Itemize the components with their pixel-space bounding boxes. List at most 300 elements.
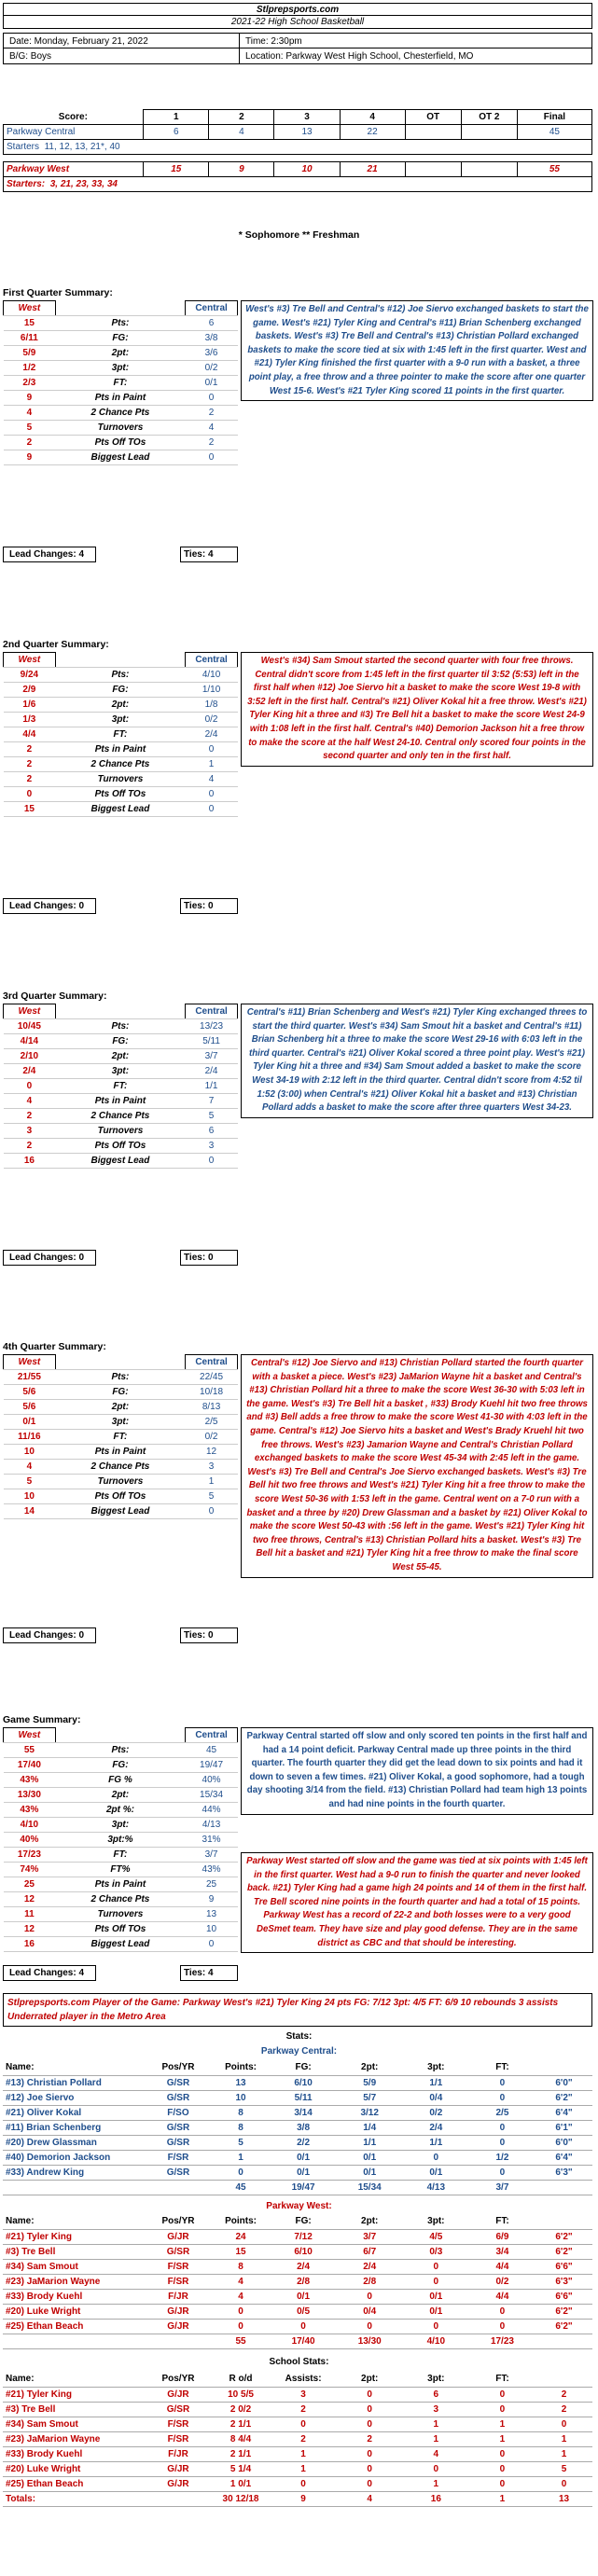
text-cell: 6'3" — [535, 2274, 592, 2289]
text-cell: 1 — [271, 2446, 337, 2461]
text-cell: #33) Brody Kuehl — [3, 2446, 145, 2461]
quarter-stat-row — [4, 331, 238, 346]
score-west — [4, 162, 592, 177]
text-cell: #23) JaMarion Wayne — [3, 2274, 145, 2289]
text-cell: 1 — [403, 2476, 469, 2491]
text-cell: 5/9 — [337, 2075, 403, 2090]
text-cell: 4/10 — [186, 668, 238, 683]
text-cell: 5 1/4 — [212, 2461, 271, 2476]
central-game-narrative: Parkway Central started off slow and only scored ten points in the first half and had a 14 point deficit. Parkway Central made up three points in the third quarter. The fourth quarter they did get the lead down to six points and had it down to seven a few times. #21) Oliver Kokal, a good sophomore, had a tough day shooting 3/14 from the field. #13) Christian Pollard had team high 13 points and had nine points in the fourth quarter. — [241, 1727, 593, 1815]
text-cell: 1/4 — [337, 2120, 403, 2135]
game-time: Time: 2:30pm — [245, 36, 302, 47]
text-cell: 12 — [186, 1445, 238, 1460]
text-cell: 0/1 — [337, 2150, 403, 2165]
text-cell: 2 — [271, 2431, 337, 2446]
quarter-stat-row — [4, 668, 238, 683]
text-cell: 0 — [186, 802, 238, 817]
text-cell: 5/11 — [271, 2090, 337, 2105]
text-cell: 4 — [4, 1460, 56, 1475]
text-cell: Pos/YR — [145, 2060, 211, 2075]
text-cell: 0/2 — [186, 1430, 238, 1445]
text-cell: 6'6" — [535, 2259, 592, 2274]
season-title: 2021-22 High School Basketball — [3, 16, 592, 29]
text-cell: Score: — [58, 111, 88, 122]
score-central — [4, 125, 592, 140]
text-cell: G/SR — [145, 2244, 211, 2259]
quarter-stat-row — [4, 772, 238, 787]
west-stats-table — [3, 2214, 592, 2349]
text-cell — [535, 2214, 592, 2229]
text-cell: 2 Chance Pts — [55, 1109, 185, 1124]
player-row — [3, 2090, 592, 2105]
text-cell: FG: — [271, 2060, 337, 2075]
text-cell: 0 — [337, 2289, 403, 2304]
text-cell: 1/10 — [186, 683, 238, 698]
text-cell: FT: — [55, 376, 185, 391]
game-stat-row — [4, 1907, 238, 1922]
text-cell: 6'4" — [535, 2105, 592, 2120]
totals-row — [3, 2180, 592, 2195]
text-cell: 3/6 — [186, 346, 238, 361]
game-stat-row — [4, 1877, 238, 1892]
text-cell: Pos/YR — [145, 2214, 211, 2229]
quarter-title: 4th Quarter Summary: — [3, 1341, 106, 1352]
text-cell: 2/4 — [186, 727, 238, 742]
text-cell: 4 — [403, 2446, 469, 2461]
text-cell: #40) Demorion Jackson — [3, 2150, 145, 2165]
text-cell: 2 — [4, 757, 56, 772]
text-cell: #20) Luke Wright — [3, 2304, 145, 2319]
text-cell: 2 0/2 — [212, 2402, 271, 2417]
text-cell: 9/24 — [4, 668, 56, 683]
quarter-title: First Quarter Summary: — [3, 287, 113, 298]
text-cell: 1 — [186, 757, 238, 772]
text-cell: 19/47 — [271, 2180, 337, 2195]
text-cell: 17/23 — [469, 2334, 535, 2348]
text-cell: 10 — [4, 1445, 56, 1460]
text-cell: 2pt %: — [55, 1803, 185, 1818]
game-stat-row — [4, 1863, 238, 1877]
text-cell: 2/8 — [337, 2274, 403, 2289]
player-row — [3, 2244, 592, 2259]
text-cell: 3pt: — [403, 2214, 469, 2229]
text-cell: Name: — [3, 2372, 145, 2387]
text-cell: 3pt: — [55, 1415, 185, 1430]
text-cell: Biggest Lead — [55, 1937, 185, 1952]
quarter-stat-row — [4, 727, 238, 742]
text-cell: #12) Joe Siervo — [3, 2090, 145, 2105]
text-cell: FT: — [469, 2060, 535, 2075]
text-cell: G/SR — [145, 2402, 211, 2417]
text-cell: 2 — [186, 436, 238, 450]
text-cell: 2pt: — [337, 2214, 403, 2229]
text-cell: 2/4 — [186, 1064, 238, 1079]
site-title: Stlprepsports.com — [3, 3, 592, 16]
game-stat-row — [4, 1848, 238, 1863]
text-cell: Pts: — [55, 668, 185, 683]
quarter-stat-row — [4, 1504, 238, 1519]
text-cell: 2pt: — [55, 1400, 185, 1415]
text-cell: 9 — [271, 2491, 337, 2506]
text-cell: 55 — [212, 2334, 271, 2348]
text-cell: 8 — [212, 2105, 271, 2120]
text-cell: 2 — [4, 436, 56, 450]
text-cell: 0 — [186, 787, 238, 802]
text-cell: West — [4, 301, 56, 316]
player-row — [3, 2150, 592, 2165]
text-cell: 17/40 — [4, 1758, 56, 1773]
text-cell: #3) Tre Bell — [3, 2402, 145, 2417]
text-cell: 4/13 — [186, 1818, 238, 1833]
text-cell: FT: — [55, 1079, 185, 1094]
text-cell: 6/10 — [271, 2075, 337, 2090]
text-cell: 0 — [186, 1937, 238, 1952]
text-cell: 11 — [4, 1907, 56, 1922]
text-cell: G/SR — [145, 2120, 211, 2135]
text-cell: G/SR — [145, 2135, 211, 2150]
text-cell: 5 — [186, 1109, 238, 1124]
game-stat-row — [4, 1922, 238, 1937]
stats-header-row — [3, 2214, 592, 2229]
text-cell: Central — [186, 1728, 238, 1743]
text-cell: 15/34 — [337, 2180, 403, 2195]
text-cell: #21) Tyler King — [3, 2229, 145, 2244]
text-cell: 5/6 — [4, 1400, 56, 1415]
text-cell: 0 — [403, 2274, 469, 2289]
text-cell: 3/12 — [337, 2105, 403, 2120]
quarter-stat-row — [4, 757, 238, 772]
text-cell: 1 — [403, 2417, 469, 2431]
text-cell: Points: — [212, 2214, 271, 2229]
text-cell: FG: — [55, 1034, 185, 1049]
text-cell: 0/5 — [271, 2304, 337, 2319]
text-cell: 6 — [186, 1124, 238, 1139]
text-cell: 0 — [403, 2150, 469, 2165]
player-row — [3, 2446, 592, 2461]
text-cell: F/JR — [145, 2446, 211, 2461]
text-cell: 2pt: — [55, 1788, 185, 1803]
text-cell: #11) Brian Schenberg — [3, 2120, 145, 2135]
text-cell: 2 Chance Pts — [55, 1460, 185, 1475]
text-cell: G/JR — [145, 2304, 211, 2319]
text-cell: FT: — [469, 2372, 535, 2387]
quarter-stat-row — [4, 450, 238, 465]
quarter-stat-row — [4, 1460, 238, 1475]
text-cell: 2pt: — [337, 2060, 403, 2075]
game-stat-row — [4, 1818, 238, 1833]
text-cell: 3pt: — [403, 2372, 469, 2387]
text-cell: 0 — [469, 2387, 535, 2402]
text-cell: Biggest Lead — [55, 802, 185, 817]
text-cell: 1/1 — [337, 2135, 403, 2150]
text-cell: 0 — [271, 2319, 337, 2334]
text-cell: Pts Off TOs — [55, 1139, 185, 1154]
text-cell: 2pt: — [337, 2372, 403, 2387]
text-cell: 0/2 — [469, 2274, 535, 2289]
game-date: Date: Monday, February 21, 2022 — [4, 34, 240, 48]
text-cell: #34) Sam Smout — [3, 2259, 145, 2274]
header — [3, 3, 592, 64]
text-cell: 0 — [186, 742, 238, 757]
text-cell — [535, 2372, 592, 2387]
text-cell: 0/4 — [403, 2090, 469, 2105]
text-cell: 4/10 — [403, 2334, 469, 2348]
text-cell: Pts in Paint — [55, 1445, 185, 1460]
quarter-stat-row — [4, 802, 238, 817]
text-cell: 12 — [4, 1922, 56, 1937]
text-cell: 2/9 — [4, 683, 56, 698]
text-cell: 6 — [186, 316, 238, 331]
text-cell: 16 — [403, 2491, 469, 2506]
quarter-narrative: Central's #11) Brian Schenberg and West's #21) Tyler King exchanged threes to start the third quarter. West's #34) Sam Smout hit a basket and Central's #11) Brian Schenberg hit a three to make the score West 29-16 with 6:03 left in the third quarter. Central's #21) Oliver Kokal scored a three point play. West's #21) Tyler King hit a three and #34) Sam Smout added a basket to make the score West 34-19 with 2:12 left in the third quarter. Central didn't score from 4:52 til 1:52 (3:00) when Central's #21) Oliver Kokal hit a basket and #13) Christian Pollard adds a basket to make the score after three quarters West 34-23. — [241, 1004, 593, 1118]
text-cell: 11, 12, 13, 21*, 40 — [44, 142, 120, 152]
text-cell: 4 — [186, 772, 238, 787]
text-cell: 0 — [469, 2165, 535, 2180]
text-cell: 3 — [271, 2387, 337, 2402]
text-cell: 2 — [337, 2431, 403, 2446]
text-cell: Pts Off TOs — [55, 787, 185, 802]
text-cell: 3 — [403, 2402, 469, 2417]
text-cell: FG: — [55, 1758, 185, 1773]
text-cell: 1 — [186, 1475, 238, 1489]
quarter-stat-row — [4, 683, 238, 698]
quarter-stat-row — [4, 436, 238, 450]
text-cell: 5/7 — [337, 2090, 403, 2105]
text-cell: 1 — [535, 2446, 592, 2461]
text-cell: 5/6 — [4, 1385, 56, 1400]
text-cell: 3pt: — [55, 1064, 185, 1079]
text-cell: 2 — [535, 2387, 592, 2402]
text-cell: 1 — [212, 2150, 271, 2165]
text-cell — [145, 2180, 211, 2195]
text-cell: 2/8 — [271, 2274, 337, 2289]
text-cell: 0 — [469, 2461, 535, 2476]
text-cell: G/JR — [145, 2476, 211, 2491]
text-cell: 5/11 — [186, 1034, 238, 1049]
text-cell: 1 0/1 — [212, 2476, 271, 2491]
text-cell: Pts Off TOs — [55, 436, 185, 450]
text-cell: 5 — [4, 421, 56, 436]
text-cell: Pts in Paint — [55, 1877, 185, 1892]
player-row — [3, 2476, 592, 2491]
text-cell: 6'6" — [535, 2289, 592, 2304]
text-cell: 6'4" — [535, 2150, 592, 2165]
text-cell: 2pt: — [55, 698, 185, 713]
text-cell: F/SR — [145, 2259, 211, 2274]
text-cell: 8 — [212, 2259, 271, 2274]
text-cell: Turnovers — [55, 1907, 185, 1922]
game-stat-row — [4, 1892, 238, 1907]
quarter-stats-table — [3, 1004, 238, 1169]
text-cell: 4/13 — [403, 2180, 469, 2195]
ties: Ties: 0 — [180, 1627, 238, 1643]
text-cell: 30 12/18 — [212, 2491, 271, 2506]
text-cell: 4 — [209, 125, 274, 140]
text-cell — [145, 2491, 211, 2506]
text-cell — [405, 162, 461, 177]
text-cell: 21 — [340, 162, 405, 177]
quarter-stat-row — [4, 742, 238, 757]
text-cell: Biggest Lead — [55, 1154, 185, 1169]
text-cell — [535, 2180, 592, 2195]
text-cell: 15 — [4, 316, 56, 331]
starters-central — [4, 140, 592, 155]
text-cell: 10/45 — [4, 1019, 56, 1034]
text-cell: 0 — [337, 2402, 403, 2417]
quarter-stat-row — [4, 1109, 238, 1124]
game-stats-table — [3, 1727, 238, 1952]
quarter-stat-row — [4, 1415, 238, 1430]
text-cell: Assists: — [271, 2372, 337, 2387]
text-cell: Biggest Lead — [55, 1504, 185, 1519]
text-cell: Pts: — [55, 316, 185, 331]
quarter-stat-row — [4, 1139, 238, 1154]
text-cell: 6'0" — [535, 2075, 592, 2090]
text-cell: 6'0" — [535, 2135, 592, 2150]
text-cell: #21) Tyler King — [3, 2387, 145, 2402]
text-cell: FT% — [55, 1863, 185, 1877]
text-cell: 22/45 — [186, 1370, 238, 1385]
totals-row — [3, 2334, 592, 2348]
text-cell: 43% — [186, 1863, 238, 1877]
text-cell: Central — [186, 653, 238, 668]
text-cell: G/JR — [145, 2229, 211, 2244]
text-cell — [405, 125, 461, 140]
text-cell: 0/3 — [403, 2244, 469, 2259]
text-cell: #23) JaMarion Wayne — [3, 2431, 145, 2446]
text-cell: 1/2 — [469, 2150, 535, 2165]
quarter-stat-row — [4, 361, 238, 376]
text-cell: G/SR — [145, 2075, 211, 2090]
text-cell: 0/2 — [186, 713, 238, 727]
text-cell: 2 Chance Pts — [55, 757, 185, 772]
text-cell: 3/7 — [186, 1848, 238, 1863]
text-cell: Pts Off TOs — [55, 1489, 185, 1504]
text-cell: Starters: — [7, 179, 46, 189]
text-cell: 2pt: — [55, 1049, 185, 1064]
score-header — [4, 110, 592, 125]
text-cell: Central — [186, 1004, 238, 1019]
central-stats-title: Parkway Central: — [260, 2046, 338, 2057]
text-cell: West — [4, 1004, 56, 1019]
quarter-stat-row — [4, 698, 238, 713]
text-cell: 0/2 — [403, 2105, 469, 2120]
text-cell: 5 — [535, 2461, 592, 2476]
quarter-stat-row — [4, 1475, 238, 1489]
quarter-stat-row — [4, 1124, 238, 1139]
game-stat-row — [4, 1773, 238, 1788]
totals-row — [3, 2491, 592, 2506]
text-cell: Name: — [3, 2060, 145, 2075]
text-cell: 3 — [4, 1124, 56, 1139]
quarter-stat-row — [4, 421, 238, 436]
player-row — [3, 2417, 592, 2431]
text-cell: 1/2 — [4, 361, 56, 376]
text-cell: F/SO — [145, 2105, 211, 2120]
text-cell: 14 — [4, 1504, 56, 1519]
text-cell: 4/5 — [403, 2229, 469, 2244]
text-cell: 7/12 — [271, 2229, 337, 2244]
text-cell: 0 — [469, 2090, 535, 2105]
text-cell: 40% — [186, 1773, 238, 1788]
text-cell: 10 — [186, 1922, 238, 1937]
text-cell: 31% — [186, 1833, 238, 1848]
text-cell: 45 — [212, 2180, 271, 2195]
text-cell: Starters — [7, 142, 40, 152]
text-cell: 6'2" — [535, 2319, 592, 2334]
text-cell: 4 — [212, 2289, 271, 2304]
text-cell: Pts: — [55, 1019, 185, 1034]
text-cell: 6'2" — [535, 2229, 592, 2244]
text-cell: 13/30 — [4, 1788, 56, 1803]
text-cell: 6'1" — [535, 2120, 592, 2135]
text-cell: 6 — [403, 2387, 469, 2402]
text-cell: 0/1 — [271, 2289, 337, 2304]
text-cell: R o/d — [212, 2372, 271, 2387]
text-cell: 7 — [186, 1094, 238, 1109]
text-cell: 0 — [212, 2319, 271, 2334]
text-cell: 13 — [535, 2491, 592, 2506]
text-cell: 74% — [4, 1863, 56, 1877]
starters-west — [4, 177, 592, 192]
lead-changes: Lead Changes: 0 — [3, 1627, 96, 1643]
text-cell: Parkway West — [4, 162, 144, 177]
text-cell: 1/8 — [186, 698, 238, 713]
player-row — [3, 2259, 592, 2274]
text-cell: Biggest Lead — [55, 450, 185, 465]
text-cell: 3/7 — [337, 2229, 403, 2244]
text-cell: #21) Oliver Kokal — [3, 2105, 145, 2120]
stats-title: Stats: — [285, 2031, 313, 2042]
text-cell: 0/1 — [403, 2165, 469, 2180]
text-cell: F/SR — [145, 2417, 211, 2431]
quarter-stat-row — [4, 1445, 238, 1460]
text-cell: FG % — [55, 1773, 185, 1788]
central-stats-table — [3, 2060, 592, 2195]
text-cell: 4/10 — [4, 1818, 56, 1833]
game-lead-changes: Lead Changes: 4 — [3, 1965, 96, 1981]
text-cell: 1/6 — [4, 698, 56, 713]
text-cell: Parkway Central — [4, 125, 144, 140]
text-cell: G/JR — [145, 2387, 211, 2402]
text-cell: 1 — [271, 2461, 337, 2476]
text-cell: #3) Tre Bell — [3, 2244, 145, 2259]
quarter-stats-table — [3, 1354, 238, 1519]
text-cell: 2/5 — [186, 1415, 238, 1430]
quarter-stat-row — [4, 316, 238, 331]
quarter-stats-table — [3, 300, 238, 465]
text-cell: 15 — [4, 802, 56, 817]
player-row — [3, 2431, 592, 2446]
text-cell: OT — [405, 110, 461, 125]
text-cell: 0/1 — [271, 2165, 337, 2180]
text-cell: 4 — [212, 2274, 271, 2289]
text-cell: 13/23 — [186, 1019, 238, 1034]
text-cell — [535, 2060, 592, 2075]
text-cell: 0 — [469, 2476, 535, 2491]
text-cell: 1/1 — [403, 2075, 469, 2090]
text-cell: 0 — [337, 2476, 403, 2491]
ties: Ties: 0 — [180, 898, 238, 914]
text-cell: #20) Drew Glassman — [3, 2135, 145, 2150]
school-stats-title: School Stats: — [269, 2357, 329, 2367]
text-cell: 15 — [212, 2244, 271, 2259]
text-cell: 10 5/5 — [212, 2387, 271, 2402]
text-cell: 3 — [186, 1139, 238, 1154]
text-cell: 0 — [469, 2304, 535, 2319]
text-cell: 0/1 — [403, 2304, 469, 2319]
text-cell: 2 1/1 — [212, 2446, 271, 2461]
